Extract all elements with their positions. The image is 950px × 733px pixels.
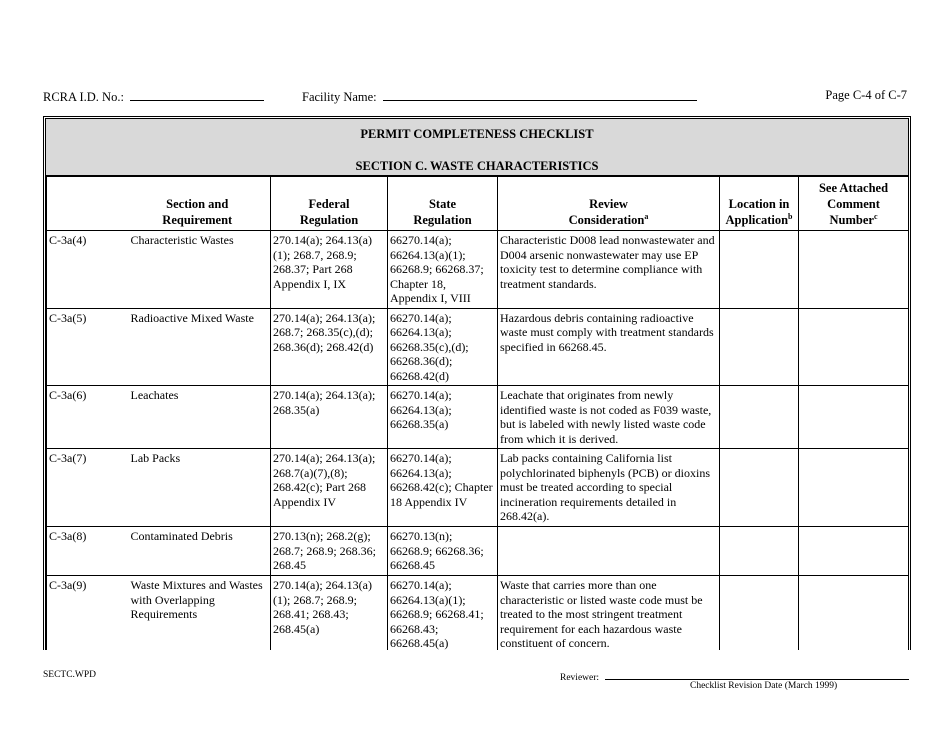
table-row — [47, 449, 909, 527]
row-review: Lab packs containing California list polychlorinated biphenyls (PCB) or dioxins must be treated according to special incineration requirements detailed in 268.42(a). — [498, 449, 720, 527]
facility-name-field — [302, 88, 697, 105]
row-review: Leachate that originates from newly identified waste is not coded as F039 waste, but is labeled with newly listed waste code from which it is derived. — [498, 386, 720, 449]
row-location[interactable] — [720, 576, 799, 651]
table-row — [47, 308, 909, 386]
row-comment[interactable] — [799, 308, 909, 386]
row-federal: 270.14(a); 264.13(a)(1); 268.7, 268.9; 268.37; Part 268 Appendix I, IX — [271, 231, 388, 309]
row-location[interactable] — [720, 308, 799, 386]
location-column-header: Location in Application$^b$ — [720, 177, 799, 231]
rcra-id-label: RCRA I.D. No.: — [43, 90, 124, 104]
row-review — [498, 527, 720, 576]
row-location[interactable] — [720, 231, 799, 309]
state-column-header: State Regulation — [388, 177, 498, 231]
rcra-id-blank — [130, 88, 264, 101]
rcra-id-field — [43, 88, 264, 105]
checklist-table — [46, 176, 909, 650]
checklist-title: PERMIT COMPLETENESS CHECKLIST — [360, 127, 594, 141]
row-federal: 270.14(a); 264.13(a); 268.35(a) — [271, 386, 388, 449]
review-column-header: Review Consideration$^a$ — [498, 177, 720, 231]
row-id: C-3a(4) — [47, 231, 125, 309]
row-id: C-3a(9) — [47, 576, 125, 651]
section-column-header: Section and Requirement — [125, 177, 271, 231]
facility-name-blank — [383, 88, 697, 101]
facility-name-label: Facility Name: — [302, 90, 377, 104]
reviewer-blank — [605, 670, 909, 680]
row-location[interactable] — [720, 386, 799, 449]
id-column-header — [47, 177, 125, 231]
row-id: C-3a(6) — [47, 386, 125, 449]
row-review: Hazardous debris containing radioactive waste must comply with treatment standards specified in 66268.45. — [498, 308, 720, 386]
revision-date: Checklist Revision Date (March 1999) — [690, 681, 838, 691]
checklist-box — [43, 116, 911, 650]
row-section: Lab Packs — [125, 449, 271, 527]
row-state: 66270.14(a); 66264.13(a); 66268.35(a) — [388, 386, 498, 449]
row-id: C-3a(5) — [47, 308, 125, 386]
table-row — [47, 386, 909, 449]
file-name: SECTC.WPD — [43, 670, 97, 680]
row-state: 66270.14(a); 66264.13(a); 66268.35(c),(d); 66268.36(d); 66268.42(d) — [388, 308, 498, 386]
row-section: Waste Mixtures and Wastes with Overlapping Requirements — [125, 576, 271, 651]
comment-column-header: See Attached Comment Number$^c$ — [799, 177, 909, 231]
row-section: Characteristic Wastes — [125, 231, 271, 309]
row-state: 66270.14(a); 66264.13(a); 66268.42(c); Chapter 18 Appendix IV — [388, 449, 498, 527]
page-number: Page C-4 of C-7 — [825, 88, 907, 102]
row-federal: 270.14(a); 264.13(a); 268.7; 268.35(c),(d); 268.36(d); 268.42(d) — [271, 308, 388, 386]
row-review: Characteristic D008 lead nonwastewater and D004 arsenic nonwastewater may use EP toxicity test to determine compliance with treatment standards. — [498, 231, 720, 309]
row-state: 66270.14(a); 66264.13(a)(1); 66268.9; 66268.37; Chapter 18, Appendix I, VIII — [388, 231, 498, 309]
row-comment[interactable] — [799, 449, 909, 527]
row-id: C-3a(8) — [47, 527, 125, 576]
table-row — [47, 576, 909, 651]
row-federal: 270.14(a); 264.13(a)(1); 268.7; 268.9; 268.41; 268.43; 268.45(a) — [271, 576, 388, 651]
row-federal: 270.14(a); 264.13(a); 268.7(a)(7),(8); 268.42(c); Part 268 Appendix IV — [271, 449, 388, 527]
row-state: 66270.14(a); 66264.13(a)(1); 66268.9; 66268.41; 66268.43; 66268.45(a) — [388, 576, 498, 651]
row-id: C-3a(7) — [47, 449, 125, 527]
row-section: Contaminated Debris — [125, 527, 271, 576]
row-section: Leachates — [125, 386, 271, 449]
table-row — [47, 231, 909, 309]
row-location[interactable] — [720, 449, 799, 527]
row-review: Waste that carries more than one characteristic or listed waste code must be treated to the most stringent treatment requirement for each hazardous waste constituent of concern. — [498, 576, 720, 651]
row-federal: 270.13(n); 268.2(g); 268.7; 268.9; 268.36; 268.45 — [271, 527, 388, 576]
row-comment[interactable] — [799, 527, 909, 576]
row-comment[interactable] — [799, 576, 909, 651]
row-comment[interactable] — [799, 386, 909, 449]
row-comment[interactable] — [799, 231, 909, 309]
federal-column-header: Federal Regulation — [271, 177, 388, 231]
row-location[interactable] — [720, 527, 799, 576]
row-section: Radioactive Mixed Waste — [125, 308, 271, 386]
section-title: SECTION C. WASTE CHARACTERISTICS — [355, 159, 599, 173]
reviewer-label: Reviewer: — [560, 673, 600, 683]
title-bar — [46, 119, 908, 176]
row-state: 66270.13(n); 66268.9; 66268.36; 66268.45 — [388, 527, 498, 576]
table-header-row — [47, 177, 909, 231]
table-row — [47, 527, 909, 576]
